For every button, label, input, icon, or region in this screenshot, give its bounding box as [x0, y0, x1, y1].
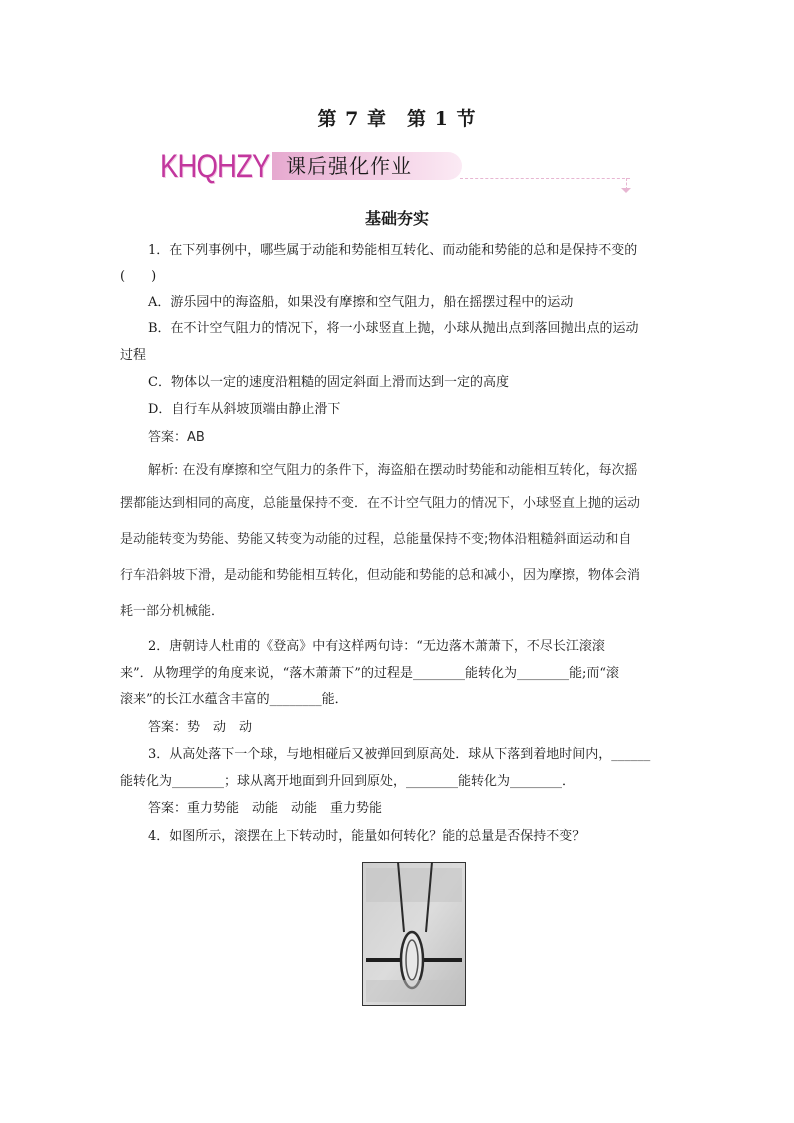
question-3-stem-cont: 能转化为________；球从离开地面到升回到原处，________能转化为________． [120, 774, 576, 789]
question-1-explanation-cont: 摆都能达到相同的高度，总能量保持不变．在不计空气阻力的情况下，小球竖直上抛的运动 [120, 496, 641, 511]
banner-arrow-icon [621, 188, 631, 193]
question-2-stem-cont: 滚来”的长江水蕴含丰富的________能． [120, 692, 348, 707]
question-1-answer: 答案：AB [148, 430, 205, 445]
banner-title: 课后强化作业 [286, 154, 412, 178]
question-1-explanation: 解析: 在没有摩擦和空气阻力的条件下，海盗船在摆动时势能和动能相互转化，每次摇 [148, 463, 638, 478]
question-1-option-c: C．物体以一定的速度沿粗糙的固定斜面上滑而达到一定的高度 [148, 375, 509, 390]
question-1-explanation-cont: 行车沿斜坡下滑，是动能和势能相互转化，但动能和势能的总和减小，因为摩擦，物体会消 [120, 568, 641, 583]
question-2-stem: 2．唐朝诗人杜甫的《登高》中有这样两句诗：“无边落木萧萧下，不尽长江滚滚 [148, 639, 605, 654]
question-2-stem-cont: 来”．从物理学的角度来说，“落木萧萧下”的过程是________能转化为________能;而“滚 [120, 666, 619, 681]
question-1-option-b-cont: 过程 [120, 348, 147, 363]
question-3-answer: 答案：重力势能 动能 动能 重力势能 [148, 801, 383, 816]
question-1-explanation-cont: 耗一部分机械能． [120, 604, 225, 619]
yo-yo-pendulum-figure [362, 862, 466, 1006]
section-title: 基础夯实 [364, 209, 429, 228]
question-1-option-b: B．在不计空气阻力的情况下，将一小球竖直上抛，小球从抛出点到落回抛出点的运动 [148, 321, 639, 336]
question-4-stem: 4．如图所示，滚摆在上下转动时，能量如何转化？能的总量是否保持不变？ [148, 829, 586, 844]
question-1-stem: 1．在下列事例中，哪些属于动能和势能相互转化、而动能和势能的总和是保持不变的 [148, 243, 638, 258]
question-1-bracket: ( ) [120, 269, 157, 284]
homework-banner [160, 148, 460, 184]
question-1-explanation-cont: 是动能转变为势能、势能又转变为动能的过程，总能量保持不变;物体沿粗糙斜面运动和自 [120, 532, 632, 547]
chapter-heading: 第 7 章 第 1 节 [317, 108, 477, 130]
banner-dashed-line [460, 178, 630, 179]
question-1-option-d: D．自行车从斜坡顶端由静止滑下 [148, 402, 341, 417]
banner-code: KHQHZY [160, 148, 270, 184]
question-1-option-a: A．游乐园中的海盗船，如果没有摩擦和空气阻力，船在摇摆过程中的运动 [148, 295, 574, 310]
question-3-stem: 3．从高处落下一个球，与地相碰后又被弹回到原高处．球从下落到着地时间内，______ [148, 747, 651, 762]
question-2-answer: 答案：势 动 动 [148, 720, 253, 735]
